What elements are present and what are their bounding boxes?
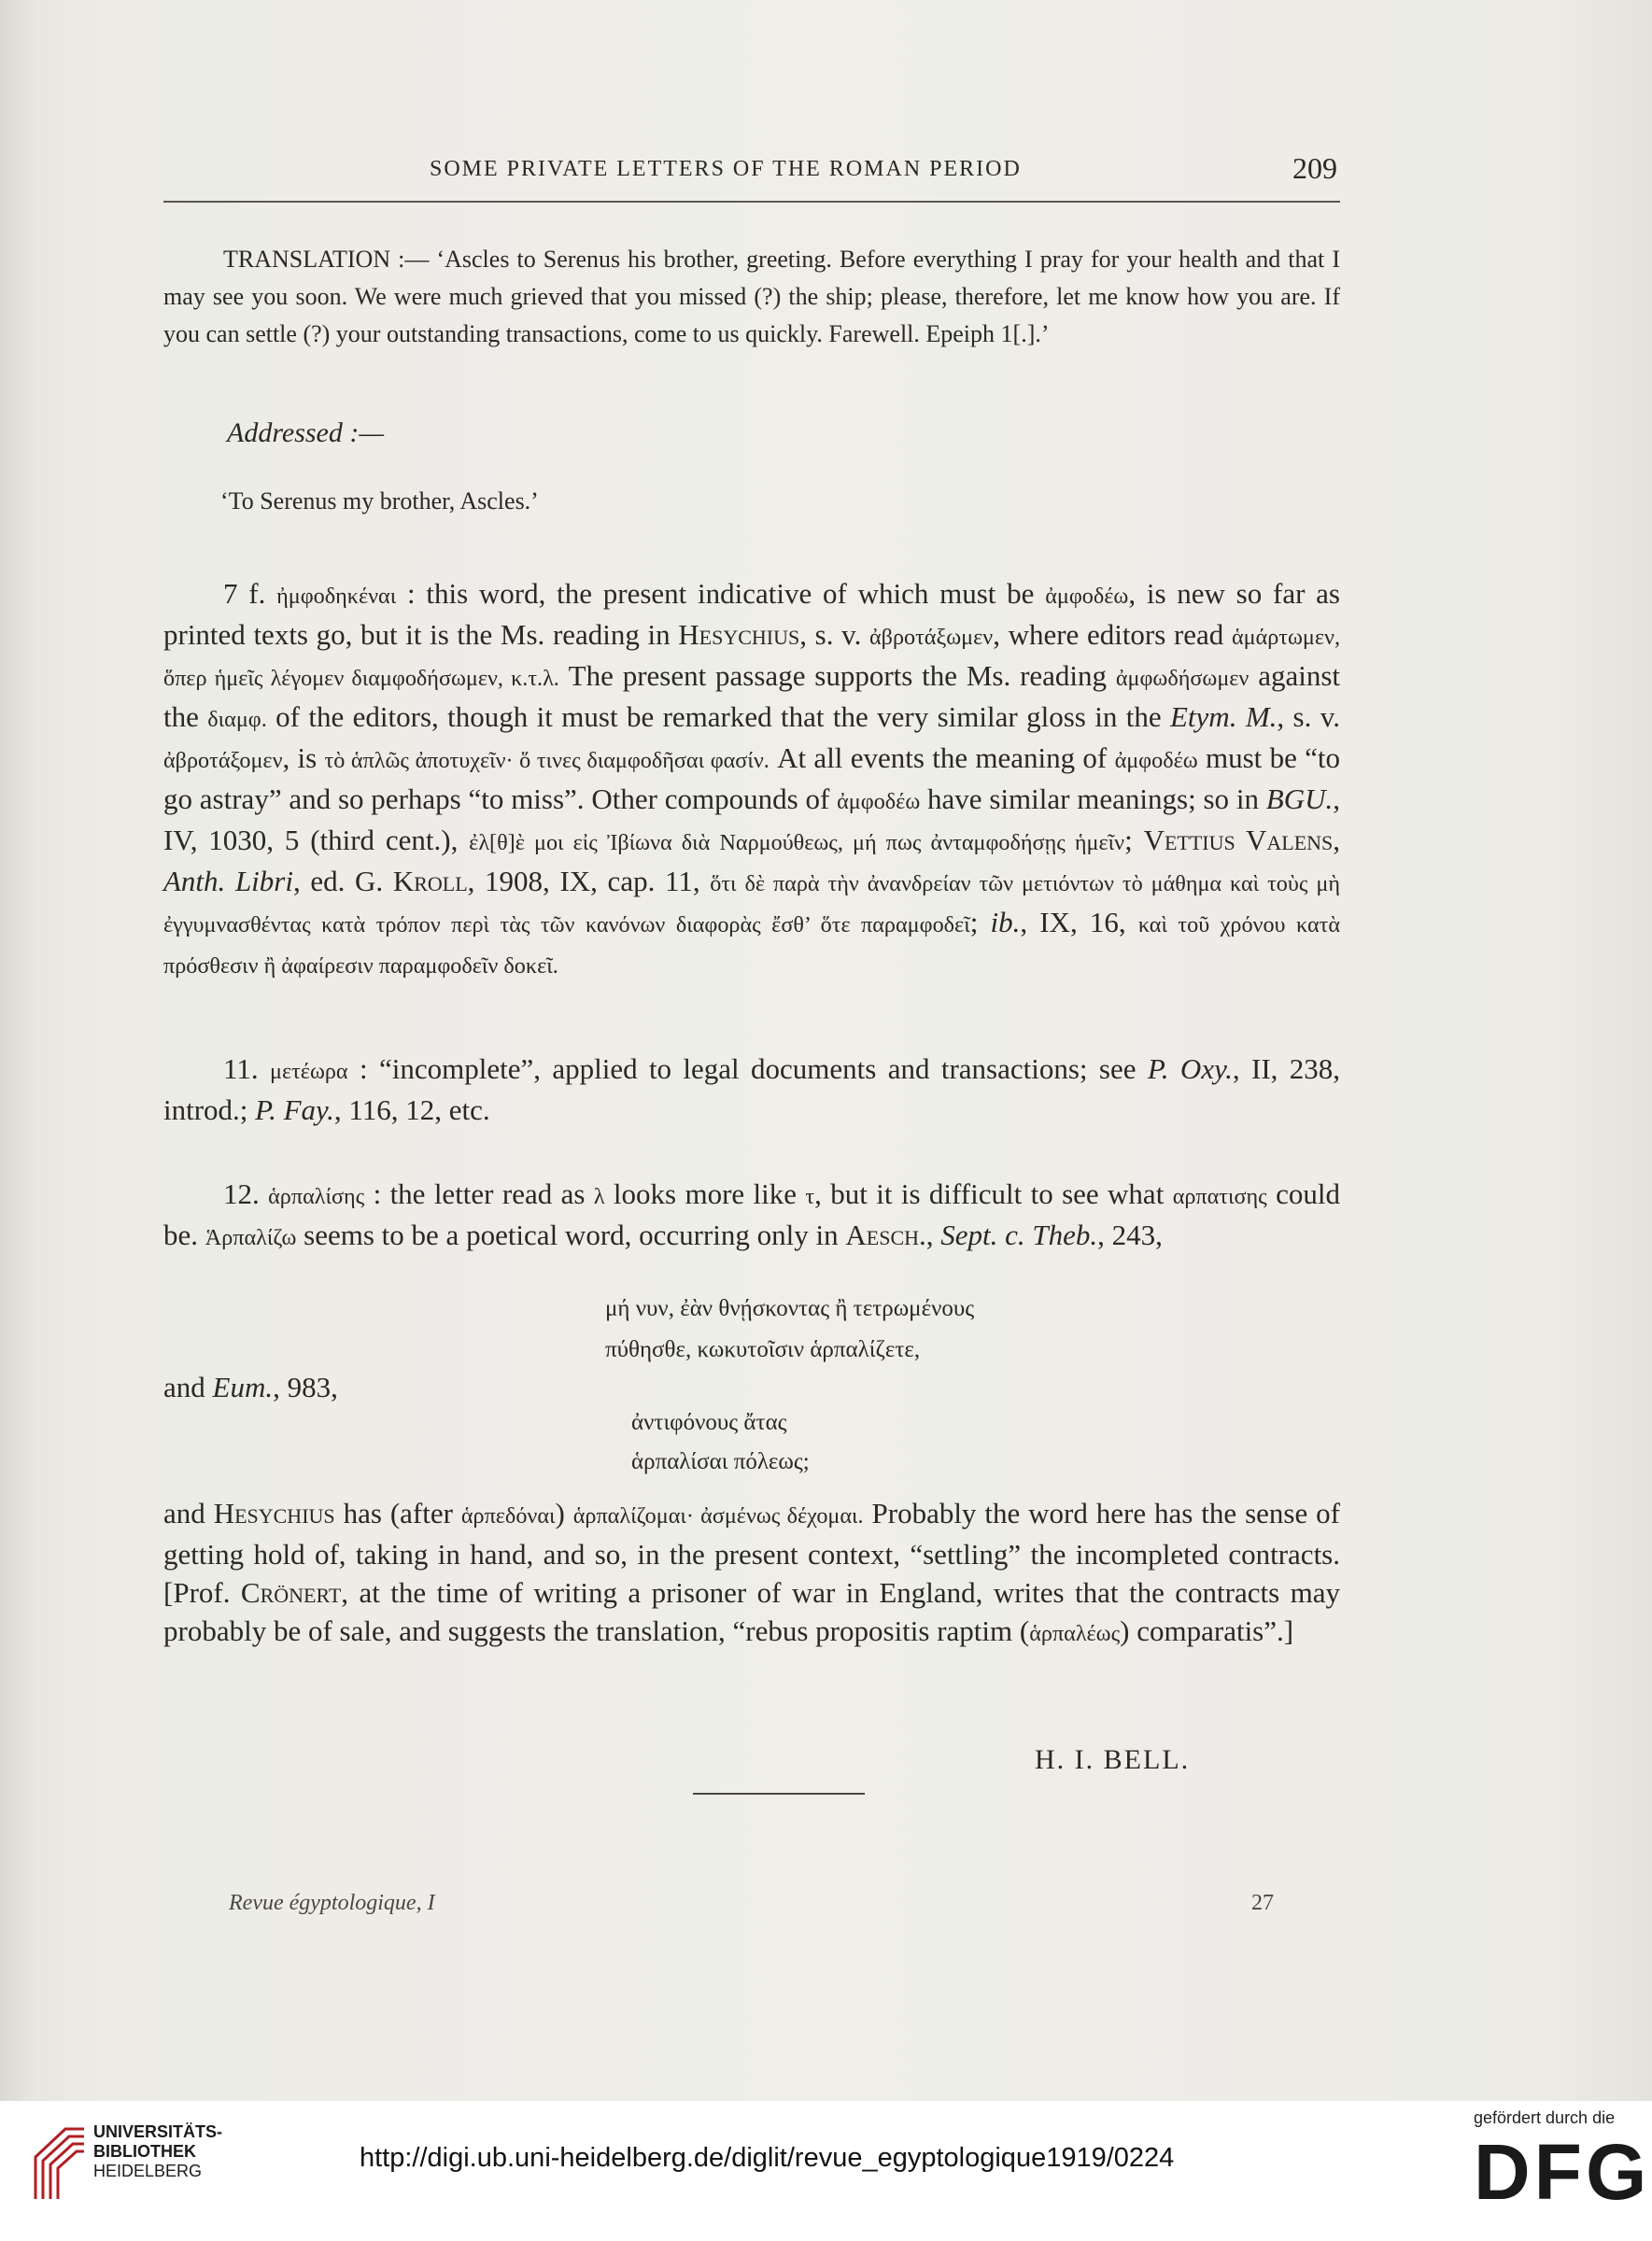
author-name: Hesychius — [678, 618, 800, 651]
note-text: , is new so far as printed texts go, but it is the Ms. reading in — [163, 577, 1340, 651]
note-text: have similar meanings; so in — [920, 782, 1266, 815]
author-name: Kroll — [392, 865, 468, 897]
greek-term: λ — [593, 1184, 605, 1209]
note-text: , IX, 16, — [1020, 906, 1138, 938]
greek-term: καὶ τοῦ χρόνου κατὰ πρόσθεσιν ἢ ἀφαίρεσιν παραμφοδεῖν δοκεῖ. — [163, 912, 1340, 979]
note-text: , 243, — [1097, 1219, 1163, 1251]
note-text: , is — [282, 741, 325, 774]
work-title: P. Fay. — [255, 1093, 334, 1126]
greek-term: ἀμφοδέω — [1045, 584, 1129, 609]
quote-sept-line2: πύθησθε, κωκυτοῖσιν ἁρπαλίζετε, — [605, 1337, 921, 1362]
note-text: Probably the word here has the sense of getting hold of, taking in hand, and so, in the present context, “settling” the incompleted contracts. [Prof. — [163, 1497, 1340, 1609]
library-name — [93, 2122, 222, 2181]
note-text: , where editors read — [993, 618, 1232, 651]
journal-footer: Revue égyptologique, I — [229, 1891, 435, 1915]
quote-eum-line2: ἁρπαλίσαι πόλεως; — [631, 1449, 810, 1474]
library-logo-icon — [28, 2120, 93, 2204]
greek-term: τ — [805, 1184, 815, 1209]
note-text: against the — [163, 659, 1340, 733]
note-7 — [163, 574, 1340, 985]
note-number: 12. — [223, 1177, 269, 1210]
greek-term: αρπατισης — [1172, 1184, 1267, 1209]
greek-term: ἁρπαλίζομαι· ἀσμένως δέχομαι. — [572, 1503, 864, 1529]
greek-term: ἠμφοδηκέναι — [276, 584, 397, 609]
greek-term: ἁρπαλίσης — [268, 1184, 365, 1209]
note-text: and — [163, 1497, 214, 1529]
note-12 — [163, 1175, 1340, 1257]
permalink-url[interactable]: http://digi.ub.uni-heidelberg.de/diglit/revue_egyptologique1919/0224 — [360, 2143, 1175, 2173]
note-text: , s. v. — [1277, 700, 1340, 733]
note-text: has (after — [334, 1497, 461, 1529]
library-line1: UNIVERSITÄTS- — [93, 2122, 223, 2141]
note-text: , — [925, 1219, 941, 1251]
quote-eum-line1: ἀντιφόνους ἄτας — [631, 1410, 787, 1435]
dfg-logo: DFG — [1474, 2128, 1651, 2216]
work-title: ib. — [990, 906, 1021, 938]
header-rule — [163, 201, 1340, 203]
author-name: Hesychius — [213, 1497, 335, 1529]
note-text: seems to be a poetical word, occurring only in — [296, 1219, 846, 1251]
note-text: , — [1333, 824, 1341, 856]
note-text: ) — [555, 1497, 573, 1529]
note-text: , 1908, IX, cap. 11, — [467, 865, 711, 897]
addressed-label: Addressed :— — [227, 417, 385, 448]
greek-term: ἁρπεδόναι — [460, 1503, 556, 1529]
note-text: must be “to go astray” and so perhaps “to miss”. Other compounds of — [163, 741, 1341, 815]
note-text: At all events the meaning of — [769, 741, 1115, 774]
library-line3: HEIDELBERG — [93, 2162, 203, 2180]
note-text: , at the time of writing a prisoner of war in England, writes that the contracts may probably be of sale, and suggests the translation, “rebus propositis raptim ( — [163, 1576, 1340, 1647]
note-text: The present passage supports the Ms. reading — [558, 659, 1116, 692]
note-text: ) comparatis”.] — [1120, 1614, 1294, 1647]
greek-term: ἁρπαλέως — [1029, 1621, 1121, 1646]
note-number: 11. — [223, 1052, 270, 1085]
greek-term: ἁμάρτωμεν, ὅπερ ἡμεῖς λέγομεν διαμφοδήσωμεν, κ.τ.λ. — [163, 625, 1340, 691]
note-text: , 983, — [273, 1371, 338, 1403]
note-text: ; — [969, 906, 991, 938]
translation-block — [163, 241, 1340, 353]
page-number: 209 — [1292, 151, 1337, 185]
funded-by-label: gefördert durch die — [1474, 2108, 1616, 2127]
note-text: : this word, the present indicative of which must be — [396, 577, 1046, 610]
note-text: , IV, 1030, 5 (third cent.), — [163, 782, 1340, 856]
work-title: BGU. — [1265, 782, 1334, 815]
greek-term: Ἁρπαλίζω — [205, 1225, 297, 1250]
greek-term: μετέωρα — [269, 1059, 348, 1084]
signature-mark: 27 — [1251, 1891, 1274, 1915]
note-11 — [163, 1050, 1340, 1129]
note-text: and — [163, 1371, 213, 1403]
note-text: , 116, 12, etc. — [333, 1093, 490, 1126]
greek-term: ἀβροτάξομεν — [163, 748, 283, 773]
greek-term: διαμφ. — [207, 707, 267, 732]
greek-term: ἀμφωδήσωμεν — [1115, 666, 1250, 691]
greek-term: ὅτι δὲ παρὰ τὴν ἀνανδρείαν τῶν μετιόντων τὸ μάθημα καὶ τοὺς μὴ ἐγγυμνασθέντας κατὰ τρόπον περὶ τὰς τῶν κανόνων διαφορὰς ἔσθ’ ὅτε παραμφοδεῖ — [163, 871, 1340, 937]
note-text: , s. v. — [799, 618, 869, 651]
greek-term: ἐλ[θ]ὲ μοι εἰς Ἰβίωνα διὰ Ναρμούθεως, μή πως ἀνταμφοδήσῃς ἡμεῖν — [469, 830, 1125, 855]
note-text: ; — [1124, 824, 1144, 856]
page-gutter-shadow — [0, 0, 37, 2101]
work-title: P. Oxy. — [1147, 1052, 1233, 1085]
author-name: Aesch. — [845, 1219, 926, 1251]
address-line: ‘To Serenus my brother, Ascles.’ — [220, 487, 539, 514]
running-head: SOME PRIVATE LETTERS OF THE ROMAN PERIOD — [430, 157, 1022, 181]
quote-sept-line1: μή νυν, ἐὰν θνῄσκοντας ἢ τετρωμένους — [605, 1296, 975, 1321]
work-title: Sept. c. Theb. — [940, 1219, 1098, 1251]
note-text: , II, 238, introd.; — [163, 1052, 1341, 1126]
greek-term: ἀβροτάξωμεν — [868, 625, 994, 650]
greek-term: ἀμφοδέω — [837, 789, 921, 814]
author-signature: H. I. BELL. — [1035, 1744, 1191, 1775]
note-text: of the editors, though it must be remarked that the very similar gloss in the — [266, 700, 1170, 733]
greek-term: ἀμφοδέω — [1114, 748, 1198, 773]
note-text: : the letter read as — [364, 1177, 594, 1210]
note-text: could be. — [163, 1177, 1341, 1251]
author-name: Vettius Valens — [1143, 824, 1334, 856]
translation-text: TRANSLATION :— ‘Ascles to Serenus his brother, greeting. Before everything I pray for your health and that I may see you soon. We were much grieved that you missed (?) the ship; please, therefore, let me know how you are. If you can settle (?) your outstanding transactions, come to us quickly. Farewell. Epeiph 1[.].’ — [163, 246, 1340, 347]
end-rule — [693, 1793, 865, 1795]
work-title: Etym. M. — [1170, 700, 1278, 733]
work-title: Anth. Libri — [163, 865, 293, 897]
note-text: : “incomplete”, applied to legal documents and transactions; see — [347, 1052, 1148, 1085]
note-text: , but it is difficult to see what — [814, 1177, 1173, 1210]
note-number: 7 f. — [223, 577, 277, 610]
note-text: , ed. G. — [292, 865, 393, 897]
note-text: looks more like — [604, 1177, 806, 1210]
work-title: Eum. — [212, 1371, 274, 1403]
author-name: Crönert — [240, 1576, 342, 1609]
library-line2: BIBLIOTHEK — [93, 2142, 196, 2161]
greek-term: τὸ ἁπλῶς ἀποτυχεῖν· ὅ τινες διαμφοδῆσαι φασίν. — [324, 748, 770, 773]
final-paragraph — [163, 1494, 1340, 1653]
and-eum-line — [163, 1368, 1340, 1406]
